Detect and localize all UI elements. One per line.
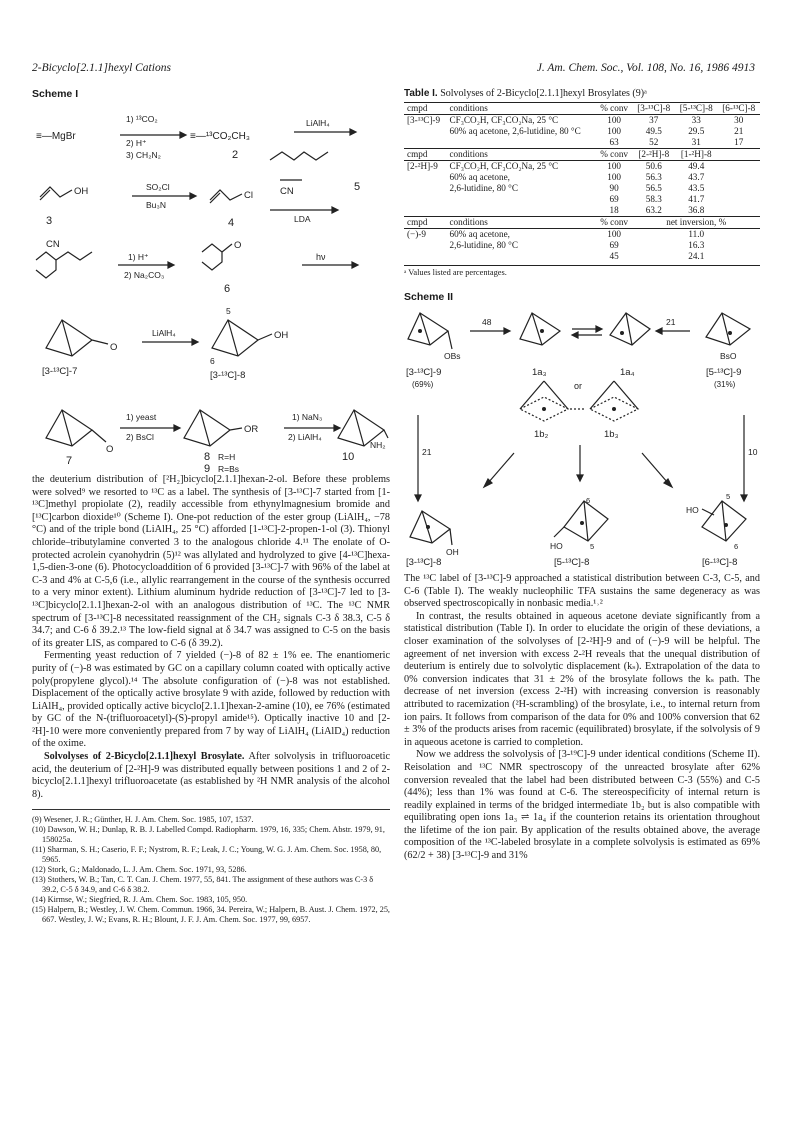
rate-21-top: 21	[666, 317, 676, 327]
r-equals-h: R=H	[218, 452, 236, 462]
footnote-15: (15) Halpern, B.; Westley, J. W. Chem. Commun. 1966, 34. Pereira, W.; Halpern, B. Aust. J. Chem. 1972, 25, 667. Westley, J. W.; Evans, R. H.; Blount, J. F. J. Am. Chem. Soc. 1977, 99, 6957.	[32, 905, 390, 925]
table-row	[404, 172, 760, 183]
paragraph-scheme-ii: Now we address the solvolysis of [3-¹⁹C]-9 under identical conditions (Scheme II). Reisolation and ¹³C NMR spectroscopy of the unreacted brosylate after 62% conversion revealed that the label had been distributed between C-3 (55%) and C-5 (44%); less than 1% was found at C-6. The stereospecificity of internal return is readily explained in terms of the bridged intermediate 1b₂ but is also compatible with equilibrating open ions 1a₃ ⇌ 1a₄ if the counterion retains its orientation throughout the lifetime of the ion pair. By application of the results obtained above, the average composition of the ¹³C-labeled brosylate in a complete solvolysis is estimated as 69% (62/2 + 38) [3-¹³C]-9 and 31%	[404, 749, 760, 862]
product-5-13c-8: [5-¹³C]-8	[554, 557, 590, 567]
table-cell	[404, 137, 446, 149]
table-cell: 18	[609, 205, 619, 215]
table-cell: 56.5	[645, 183, 662, 193]
or-label: OR	[244, 424, 259, 435]
oh-label-3: OH	[74, 186, 89, 197]
cn-label-5: CN	[280, 186, 294, 197]
label-dot	[426, 525, 430, 529]
product-6-13c-8: [6-¹³C]-8	[702, 557, 738, 567]
or-label: or	[574, 381, 583, 391]
cn-label-ether: CN	[46, 239, 60, 250]
table-row	[404, 229, 760, 241]
oh-product-1: OH	[446, 547, 459, 557]
table-1-label: Table I.	[404, 88, 438, 99]
table-cell: 21	[734, 126, 744, 136]
table-cell	[404, 240, 446, 251]
right-body-text	[404, 573, 760, 863]
table-cell: 100	[607, 229, 622, 239]
compound-6-number: 6	[224, 283, 231, 295]
col-header: conditions	[446, 103, 595, 115]
col-header: % conv	[596, 103, 633, 115]
table-row	[404, 205, 760, 217]
table-cell	[446, 137, 595, 149]
table-cell: 52	[649, 137, 659, 147]
table-cell	[404, 205, 446, 217]
footnote-13: (13) Stothers, W. B.; Tan, C. T. Can. J. Chem. 1977, 55, 841. The assignment of these authors was C-3 δ 39.2, C-5 δ 34.9, and C-6 δ 38.2.	[32, 875, 374, 895]
reagent-lialh4-3: 2) LiAlH₄	[288, 432, 322, 442]
table-cell: 49.5	[645, 126, 662, 136]
label-dot	[620, 331, 624, 335]
table-row	[404, 161, 760, 173]
table-1-header-row-1	[404, 103, 760, 115]
label-dot	[728, 331, 732, 335]
table-cell: 100	[607, 161, 622, 171]
table-cell: 43.5	[688, 183, 705, 193]
product-3-13c-8: [3-¹³C]-8	[406, 557, 442, 567]
reactant-5-percent: (31%)	[714, 380, 736, 389]
table-cell: 100	[607, 126, 622, 136]
o-label-7: O	[110, 342, 118, 353]
table-cell: [3-¹³C]-9	[407, 115, 441, 125]
table-row	[404, 240, 760, 251]
table-row	[404, 183, 760, 194]
col-header: cmpd	[404, 149, 446, 161]
ion-1b3-label: 1b₃	[604, 429, 619, 440]
table-cell: 43.7	[688, 172, 705, 182]
rate-48: 48	[482, 317, 492, 327]
table-cell: 2,6-lutidine, 80 °C	[449, 240, 518, 250]
table-cell: 36.8	[688, 205, 705, 215]
running-header-title: 2-Bicyclo[2.1.1]hexyl Cations	[32, 62, 171, 74]
reagent-nan3: 1) NaN₃	[292, 412, 323, 422]
footnotes	[32, 809, 390, 925]
left-column	[32, 88, 390, 925]
reagent-co2: 1) ¹³CO₂	[126, 114, 158, 124]
reagent-lialh4-1: LiAlH₄	[306, 118, 330, 128]
table-cell: 60% aq acetone,	[449, 172, 510, 182]
label-dot	[542, 407, 546, 411]
solvolyses-text: After solvolysis in trifluoroacetic acid, the deuterium of [2-²H]-9 was distributed equally between positions 1 and 2 of 2-bicyclo[2.1.1]hexyl trifluoroacetate (as established by ²H NMR analysis of the alcohol 8).	[32, 751, 390, 800]
reagent-bscl: 2) BsCl	[126, 432, 154, 442]
col-header: [2-²H]-8	[633, 149, 675, 161]
reagent-h-plus: 1) H⁺	[128, 252, 149, 262]
position-5-label-p2: 5	[590, 542, 595, 551]
ion-1b2-label: 1b₂	[534, 429, 549, 440]
table-cell: 24.1	[688, 251, 705, 261]
paragraph-solvolyses	[32, 751, 390, 801]
col-header: [6-¹³C]-8	[717, 103, 760, 115]
compound-9-number: 9	[204, 463, 211, 472]
col-header: net inversion, %	[633, 217, 760, 229]
table-1-footnote: ᵃ Values listed are percentages.	[404, 265, 760, 277]
compound-8-number: 8	[204, 451, 211, 463]
ion-1a3-label: 1a₃	[532, 367, 547, 378]
footnote-12: (12) Stork, G.; Maldonado, L. J. Am. Chem. Soc. 1971, 93, 5286.	[32, 865, 247, 875]
label-dot	[724, 523, 728, 527]
running-header-journal: J. Am. Chem. Soc., Vol. 108, No. 16, 1986 4913	[536, 62, 755, 74]
label-dot	[540, 329, 544, 333]
table-cell: 58.3	[645, 194, 662, 204]
table-row	[404, 126, 760, 137]
footnote-11: (11) Sharman, S. H.; Caserio, F. F.; Nystrom, R. F.; Leak, J. C.; Young, W. G. J. Am. Chem. Soc. 1958, 80, 5965.	[32, 845, 382, 865]
footnote-9: (9) Wesener, J. R.; Günther, H. J. Am. Chem. Soc. 1985, 107, 1537.	[32, 815, 254, 825]
table-cell	[446, 205, 595, 217]
reagent-acid: 2) H⁺	[126, 138, 147, 148]
reagent-yeast: 1) yeast	[126, 412, 157, 422]
table-cell: 69	[609, 194, 619, 204]
col-header: conditions	[446, 217, 595, 229]
o-label-6: O	[234, 240, 242, 251]
paragraph-aqueous-acetone: In contrast, the results obtained in aqueous acetone deviate significantly from a statistical distribution (Table I). In order to elucidate the origin of these deviations, a closer examination of the solvolyses of [2-²H]-9 and of (−)-9 will be helpful. The agreement of net inversion with excess 2-²H reveals that the unequal distribution of deuterium is entirely due to solvolytic displacement (kₛ). Extrapolation of the data to 0% conversion indicates that 31 ± 2% of the brosylate follows the kₛ path. The decrease of net inversion (excess 2-²H) with increasing conversion is reasonably attributed to racemization (²H-scrambling) of the brosylate, i.e., to internal return from ion pairs. It follows from comparison of the data for 0% and 100% conversion that 62 ± 3% of the products arises from racemic (equilibrated) brosylate, if the solvolysis of 9 in aqueous acetone is carried to completion.	[404, 610, 760, 748]
obs-label: OBs	[444, 351, 461, 361]
table-cell: 60% aq acetone,	[449, 229, 510, 239]
table-cell: 90	[609, 183, 619, 193]
table-cell: [2-²H]-9	[407, 161, 438, 171]
reagent-diazomethane: 3) CH₂N₂	[126, 150, 161, 160]
table-cell: 50.6	[645, 161, 662, 171]
rate-10-right: 10	[748, 447, 758, 457]
table-cell: 41.7	[688, 194, 705, 204]
compound-8-labelled: [3-¹³C]-8	[210, 370, 246, 381]
table-cell: 45	[609, 251, 619, 261]
footnote-10: (10) Dawson, W. H.; Dunlap, R. B. J. Labelled Compd. Radiopharm. 1979, 16, 335; Chem. Abstr. 1979, 91, 158025a.	[32, 825, 385, 845]
label-dot	[612, 407, 616, 411]
table-cell: 69	[609, 240, 619, 250]
ion-1a4-label: 1a₄	[620, 367, 635, 378]
table-row	[404, 251, 760, 262]
compound-5-number: 5	[354, 181, 361, 193]
label-dot	[418, 329, 422, 333]
table-1-title: Solvolyses of 2-Bicyclo[2.1.1]hexyl Brosylates (9)ᵃ	[440, 88, 647, 99]
scheme-2-diagram	[404, 305, 760, 567]
reagent-lialh4-2: LiAlH₄	[152, 328, 176, 338]
compound-10-number: 10	[342, 451, 355, 463]
o-label-7b: O	[106, 444, 114, 455]
paragraph-synthesis: the deuterium distribution of [²H₂]bicyclo[2.1.1]hexan-2-ol. Before these problems were solved⁹ we resorted to ¹³C as a label. The synthesis of [3-¹³C]-7 started from [1-¹³C]methyl propiolate (2), readily accessible from ethynylmagnesium bromide and [¹³C]carbon dioxide¹⁰ (Scheme I). One-pot reduction of the ester group (LiAlH₄, −78 °C) and of the triple bond (LiAlH₄, 25 °C) afforded [1-¹³C]-2-propen-1-ol (3). Thionyl chloride–tributylamine converted 3 to the analogous chloride 4.¹¹ The enolate of O-protected acrolein cyanohydrin (5)¹² was allylated and hydrolyzed to give [4-¹³C]hexa-1,5-dien-3-one (6). Photocycloaddition of 6 provided [3-¹³C]-7 with 96% of the label at C-3 and 4% at C-5,6 (i.e., allylic rearrangement in the course of the synthesis occurred to a very minor extent). Lithium aluminum hydride reduction of [3-¹³C]-7 led to [3-¹³C]bicyclo[2.1.1]hexan-2-ol with an analogous distribution of ¹³C. The ¹³C NMR spectrum of [3-¹³C]-8 necessitated reassignment of the CH₂ signals C-3 δ 38.3, C-5 δ 34.7; and C-6 δ 39.2.¹³ The low-field signal at δ 34.7 was assigned to C-5 on the basis of its greater LIS, as compared to C-6 (δ 39.2).	[32, 474, 390, 649]
compound-7-number: 7	[66, 455, 73, 467]
table-1-caption	[404, 88, 760, 99]
section-run-in-head: Solvolyses of 2-Bicyclo[2.1.1]hexyl Brosylate.	[44, 751, 245, 763]
right-column	[404, 88, 760, 863]
table-cell: 17	[734, 137, 744, 147]
compound-4-number: 4	[228, 217, 235, 229]
table-1-header-row-2	[404, 149, 760, 161]
col-header: cmpd	[404, 103, 446, 115]
table-cell: (−)-9	[407, 229, 426, 239]
ho-product-3: HO	[686, 505, 699, 515]
table-cell: 16.3	[688, 240, 705, 250]
table-cell	[446, 251, 595, 262]
ester-label: ≡—¹³CO₂CH₃	[190, 131, 250, 142]
footnote-14: (14) Kirmse, W.; Siegfried, R. J. Am. Chem. Soc. 1983, 105, 950.	[32, 895, 248, 905]
rate-21-left: 21	[422, 447, 432, 457]
table-cell: 49.4	[688, 161, 705, 171]
scheme-1-title: Scheme I	[32, 88, 79, 100]
table-cell	[404, 172, 446, 183]
reagent-bu3n: Bu₃N	[146, 200, 166, 210]
grignard-label: ≡—MgBr	[36, 131, 76, 142]
table-row	[404, 115, 760, 127]
table-row	[404, 194, 760, 205]
table-cell: 100	[607, 115, 622, 125]
reagent-hv: hν	[316, 252, 326, 262]
table-cell: 60% aq acetone, 2,6-lutidine, 80 °C	[449, 126, 581, 136]
table-cell: 2,6-lutidine, 80 °C	[449, 183, 518, 193]
position-5-label-p3: 5	[726, 492, 731, 501]
col-header: % conv	[596, 149, 633, 161]
col-header: [5-¹³C]-8	[675, 103, 717, 115]
position-6-label-p3: 6	[734, 542, 739, 551]
ho-product-2: HO	[550, 541, 563, 551]
table-cell	[404, 194, 446, 205]
oh-label-8: OH	[274, 330, 289, 341]
table-cell	[404, 183, 446, 194]
scheme-1-diagram	[32, 102, 390, 472]
table-cell: 37	[649, 115, 659, 125]
table-cell	[446, 194, 595, 205]
position-5-label: 5	[226, 306, 231, 316]
table-cell: 33	[691, 115, 701, 125]
bso-label: BsO	[720, 351, 737, 361]
table-cell: 29.5	[688, 126, 705, 136]
compound-7-labelled: [3-¹³C]-7	[42, 366, 78, 377]
table-cell: 56.3	[645, 172, 662, 182]
compound-3-number: 3	[46, 215, 53, 227]
table-cell: CF₃CO₂H, CF₃CO₂Na, 25 °C	[449, 115, 559, 125]
compound-2-number: 2	[232, 149, 239, 161]
reagent-so2cl: SO₂Cl	[146, 182, 170, 192]
table-cell: CF₃CO₂H, CF₃CO₂Na, 25 °C	[449, 161, 559, 171]
col-header: cmpd	[404, 217, 446, 229]
scheme2-reactant-3-13c-9: [3-¹³C]-9	[406, 367, 442, 378]
table-cell: 31	[691, 137, 701, 147]
col-header: % conv	[596, 217, 633, 229]
col-header: [1-²H]-8	[675, 149, 717, 161]
scheme2-reactant-5-13c-9: [5-¹³C]-9	[706, 367, 742, 378]
position-6-label: 6	[210, 356, 215, 366]
reagent-lda: LDA	[294, 214, 311, 224]
table-row	[404, 137, 760, 149]
label-dot	[580, 521, 584, 525]
table-cell: 63	[609, 137, 619, 147]
table-cell	[404, 126, 446, 137]
paragraph-tfa: The ¹³C label of [3-¹³C]-9 approached a statistical distribution between C-3, C-5, and C-6 (Table I). The weakly nucleophilic TFA sustains the same degeneracy as was observed spectroscopically in nonbasic media.¹˒²	[404, 573, 760, 610]
position-6-label-p2: 6	[586, 496, 591, 505]
col-header: [3-¹³C]-8	[633, 103, 675, 115]
paragraph-yeast-reduction: Fermenting yeast reduction of 7 yielded (−)-8 of 82 ± 1% ee. The enantiomeric purity of (−)-8 was estimated by GC on a capillary column coated with optically active poly(propylene glycol).¹⁴ The absolute configuration of (−)-8 was not established. Displacement of the optically active brosylate 9 with azide, followed by reduction with LiAlH₄, provided optically active bicyclo[2.1.1]hexan-2-amine (10), ee 76% (estimated by GC of the N-(trifluoroacetyl)-(S)-propyl amide¹⁵). Optically inactive 10 and [2-²H]-10 were more conveniently prepared from 7 by way of LiAlH₄ (LiAlD₄) reduction of the oxime.	[32, 650, 390, 750]
cl-label: Cl	[244, 190, 253, 201]
nh2-label: NH₂	[370, 440, 386, 450]
table-1-header-row-3	[404, 217, 760, 229]
left-body-text	[32, 474, 390, 801]
reagent-na2co3: 2) Na₂CO₃	[124, 270, 165, 280]
table-cell: 100	[607, 172, 622, 182]
table-cell: 30	[734, 115, 744, 125]
table-cell: 63.2	[645, 205, 662, 215]
scheme-2-title: Scheme II	[404, 291, 454, 303]
table-cell	[404, 251, 446, 262]
table-1	[404, 102, 760, 262]
r-equals-bs: R=Bs	[218, 464, 240, 472]
reactant-3-percent: (69%)	[412, 380, 434, 389]
table-cell: 11.0	[688, 229, 705, 239]
col-header: conditions	[446, 149, 595, 161]
